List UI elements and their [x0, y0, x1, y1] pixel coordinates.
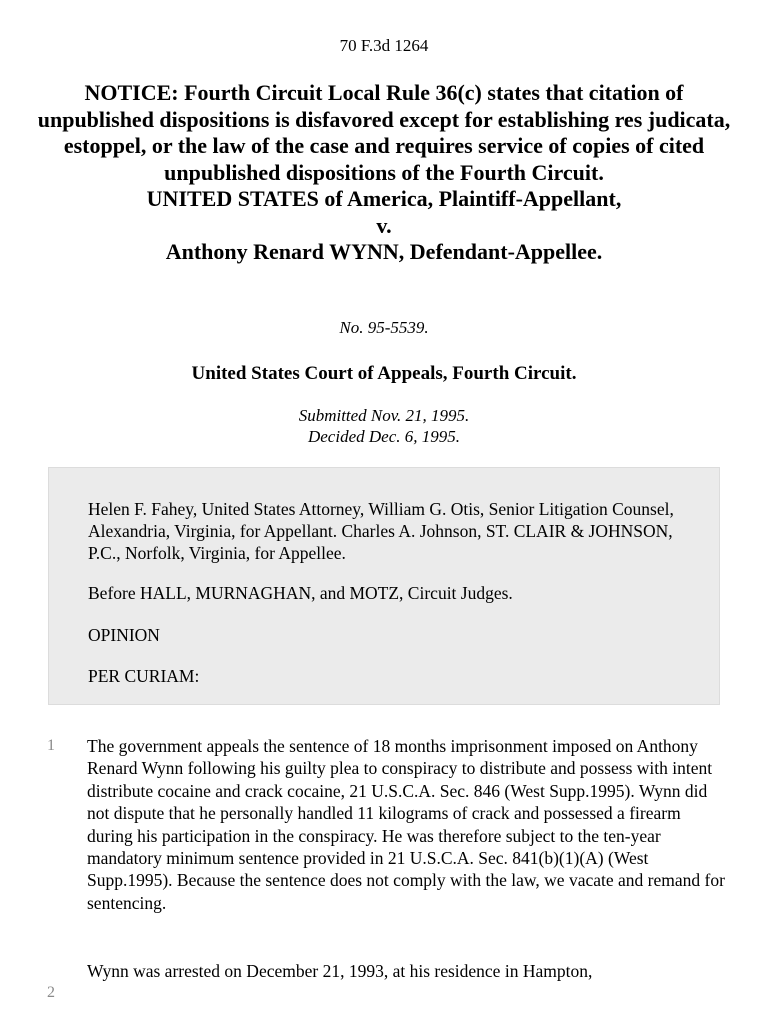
paragraph-text: The government appeals the sentence of 18 months imprisonment imposed on Anthony Renard Wynn following his guilty plea to conspiracy to distribute and possess with intent distribute cocaine and crack cocaine, 21 U.S.C.A. Sec. 846 (West Supp.1995). Wynn did not dispute that he personally handled 11 kilograms of crack and possessed a firearm during his participation in the conspiracy. He was therefore subject to the ten-year mandatory minimum sentence provided in 21 U.S.C.A. Sec. 841(b)(1)(A) (West Supp.1995). Because the sentence does not comply with the law, we vacate and remand for sentencing.: [87, 736, 725, 913]
paragraph-number: 2: [47, 984, 55, 1001]
opinion-label: OPINION: [88, 625, 160, 645]
citation: 70 F.3d 1264: [339, 36, 429, 55]
counsel-listing: Helen F. Fahey, United States Attorney, William G. Otis, Senior Litigation Counsel, Alexandria, Virginia, for Appellant. Charles A. Johnson, ST. CLAIR & JOHNSON, P.C., Norfolk, Virginia, for Appellee.: [88, 499, 674, 563]
court-name: United States Court of Appeals, Fourth Circuit.: [191, 363, 577, 384]
caption-plaintiff: UNITED STATES of America, Plaintiff-Appellant,: [146, 186, 622, 211]
notice-heading: [30, 80, 738, 266]
notice-text: NOTICE: Fourth Circuit Local Rule 36(c) states that citation of unpublished dispositions is disfavored except for establishing res judicata, estoppel, or the law of the case and requires service of copies of cited unpublished dispositions of the Fourth Circuit.: [37, 80, 731, 185]
paragraph-number: 1: [47, 737, 55, 754]
paragraph-text: Wynn was arrested on December 21, 1993, at his residence in Hampton,: [87, 961, 593, 981]
submitted-date: Submitted Nov. 21, 1995.: [298, 406, 470, 425]
case-header-box: [48, 467, 720, 705]
case-dates: [0, 405, 768, 447]
caption-defendant: Anthony Renard WYNN, Defendant-Appellee.: [165, 239, 603, 264]
panel-judges: Before HALL, MURNAGHAN, and MOTZ, Circuit Judges.: [88, 583, 513, 603]
caption-versus: v.: [376, 212, 392, 238]
decided-date: Decided Dec. 6, 1995.: [307, 427, 460, 446]
per-curiam-label: PER CURIAM:: [88, 666, 200, 686]
docket-number: No. 95-5539.: [339, 318, 429, 337]
